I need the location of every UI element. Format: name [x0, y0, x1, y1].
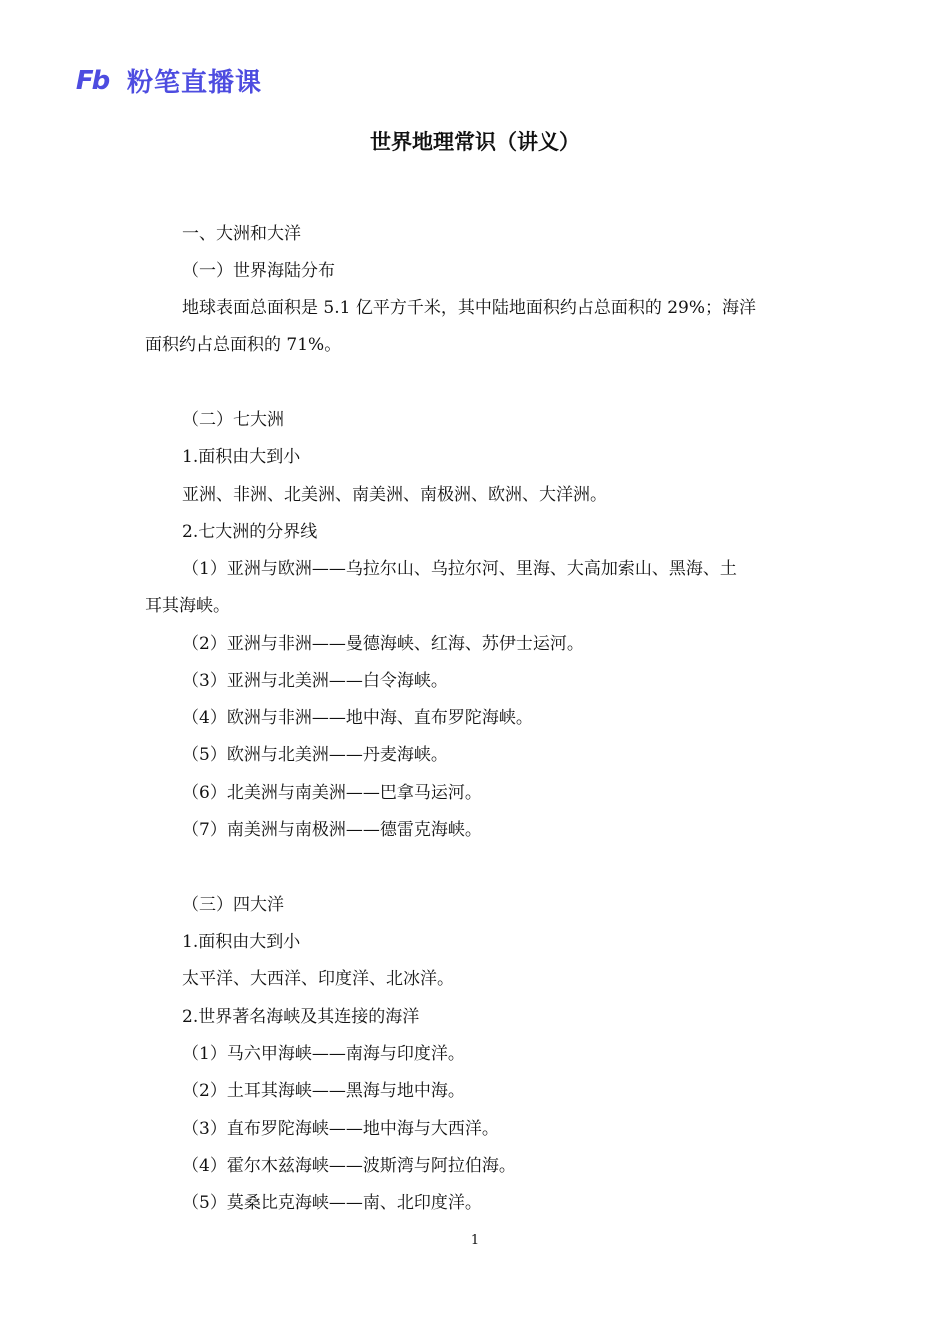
- list-item: （3）亚洲与北美洲——白令海峡。: [182, 671, 448, 691]
- page-number: 1: [470, 1233, 480, 1248]
- list-item: （5）莫桑比克海峡——南、北印度洋。: [182, 1193, 482, 1213]
- subsection-heading-land-sea: （一）世界海陆分布: [182, 261, 335, 281]
- list-item: （2）亚洲与非洲——曼德海峡、红海、苏伊士运河。: [182, 634, 584, 654]
- list-item: （1）马六甲海峡——南海与印度洋。: [182, 1044, 465, 1064]
- list-item: （2）土耳其海峡——黑海与地中海。: [182, 1081, 465, 1101]
- list-item: （4）霍尔木兹海峡——波斯湾与阿拉伯海。: [182, 1156, 516, 1176]
- paragraph-line: 太平洋、大西洋、印度洋、北冰洋。: [182, 969, 454, 989]
- brand-name: 粉笔直播课: [127, 68, 263, 98]
- list-item: （7）南美洲与南极洲——德雷克海峡。: [182, 820, 482, 840]
- subsection-heading-four-oceans: （三）四大洋: [182, 895, 284, 915]
- page-title: 世界地理常识（讲义）: [370, 130, 580, 154]
- list-item-continued: 耳其海峡。: [145, 596, 230, 616]
- list-item: （1）亚洲与欧洲——乌拉尔山、乌拉尔河、里海、大高加索山、黑海、土: [182, 559, 737, 579]
- subsection-heading-seven-continents: （二）七大洲: [182, 410, 284, 430]
- list-heading: 2.七大洲的分界线: [182, 522, 318, 542]
- list-item: （5）欧洲与北美洲——丹麦海峡。: [182, 745, 448, 765]
- section-heading-continents-oceans: 一、大洲和大洋: [182, 224, 301, 244]
- paragraph-line: 地球表面总面积是 5.1 亿平方千米，其中陆地面积约占总面积的 29%；海洋: [182, 298, 757, 318]
- list-heading: 2.世界著名海峡及其连接的海洋: [182, 1007, 420, 1027]
- brand-logo: [67, 62, 262, 99]
- list-item: （4）欧洲与非洲——地中海、直布罗陀海峡。: [182, 708, 533, 728]
- list-heading: 1.面积由大到小: [182, 932, 301, 952]
- paragraph-line: 亚洲、非洲、北美洲、南美洲、南极洲、欧洲、大洋洲。: [182, 485, 607, 505]
- fb-logo-icon: Fb: [75, 65, 109, 96]
- list-item: （3）直布罗陀海峡——地中海与大西洋。: [182, 1119, 499, 1139]
- list-item: （6）北美洲与南美洲——巴拿马运河。: [182, 783, 482, 803]
- paragraph-line: 面积约占总面积的 71%。: [145, 335, 342, 355]
- list-heading: 1.面积由大到小: [182, 447, 301, 467]
